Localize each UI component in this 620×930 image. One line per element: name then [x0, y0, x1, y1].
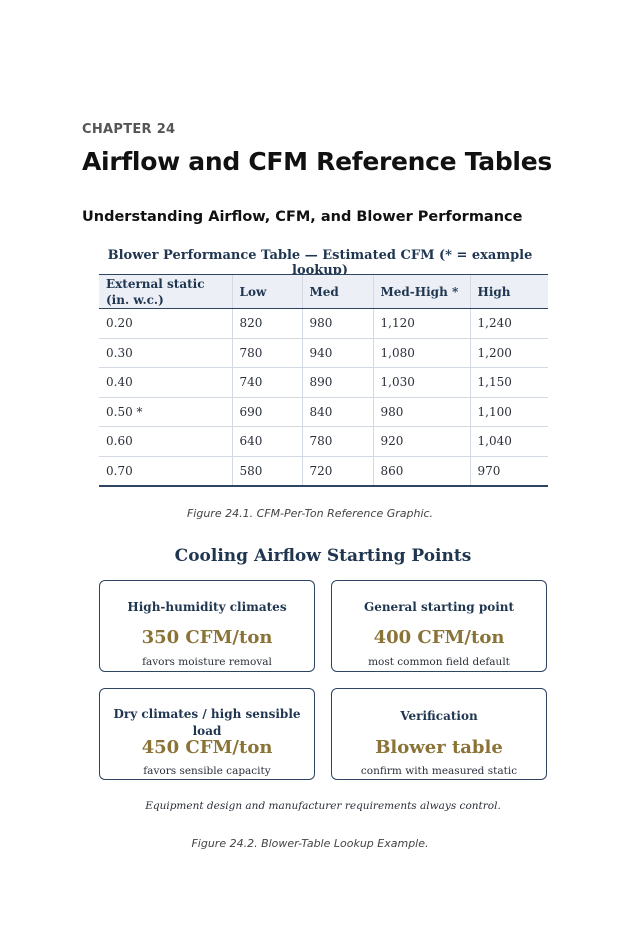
card-title: Verification [400, 709, 478, 723]
table-cell: 1,030 [373, 368, 470, 398]
table-cell: 980 [302, 309, 373, 339]
table-cell: 1,150 [470, 368, 548, 398]
card-value: 400 CFM/ton [373, 627, 505, 648]
card-title: General starting point [363, 600, 515, 614]
table-cell: 940 [302, 338, 373, 368]
table-cell: 720 [302, 456, 373, 486]
card-note: favors moisture removal [142, 656, 272, 668]
table-cell: 0.20 [99, 309, 232, 339]
table-row [99, 309, 548, 339]
column-header: High [470, 275, 548, 309]
table-cell: 1,240 [470, 309, 548, 339]
card-note: most common field default [368, 656, 510, 668]
table-caption: Blower Performance Table — Estimated CFM (* = example lookup) [107, 248, 533, 278]
table-row [99, 338, 548, 368]
table-cell: 640 [232, 427, 302, 457]
table-cell: 0.30 [99, 338, 232, 368]
table-row [99, 427, 548, 457]
card-value: 450 CFM/ton [141, 737, 273, 758]
table-row [99, 368, 548, 398]
table-cell: 780 [232, 338, 302, 368]
table-header-row [99, 275, 548, 309]
table-cell: 0.70 [106, 463, 133, 478]
card-title: Dry climates / high sensible load [113, 707, 301, 738]
airflow-card-verification [331, 688, 547, 780]
table-cell: 740 [232, 368, 302, 398]
chapter-title: Airflow and CFM Reference Tables [82, 147, 552, 176]
table-cell: 920 [373, 427, 470, 457]
card-note: favors sensible capacity [143, 765, 271, 777]
graphic-footnote: Equipment design and manufacturer requirements always control. [145, 800, 501, 812]
figure-caption: Figure 24.2. Blower-Table Lookup Example. [191, 837, 429, 850]
table-cell: 860 [373, 456, 470, 486]
column-header: Low [232, 275, 302, 309]
table-cell: 1,200 [470, 338, 548, 368]
card-value: 350 CFM/ton [141, 627, 273, 648]
table-row [99, 456, 548, 486]
table-cell: 890 [302, 368, 373, 398]
table-cell: 780 [302, 427, 373, 457]
table-cell: 980 [373, 397, 470, 427]
blower-performance-table [99, 274, 548, 487]
column-header: External static (in. w.c.) [99, 275, 232, 309]
chapter-label: CHAPTER 24 [82, 122, 176, 137]
table-cell: 1,080 [373, 338, 470, 368]
figure-caption: Figure 24.1. CFM-Per-Ton Reference Graphic. [186, 507, 434, 520]
table-cell: 1,120 [373, 309, 470, 339]
table-row [99, 397, 548, 427]
graphic-title: Cooling Airflow Starting Points [174, 546, 472, 566]
section-title: Understanding Airflow, CFM, and Blower Performance [82, 209, 523, 225]
card-title: High-humidity climates [127, 600, 287, 614]
table-cell: 690 [232, 397, 302, 427]
airflow-card-general [331, 580, 547, 672]
table-cell: 0.50 * [99, 397, 232, 427]
table-cell: 820 [232, 309, 302, 339]
card-note: confirm with measured static [360, 765, 518, 777]
column-header: Med-High * [373, 275, 470, 309]
table-cell: 0.60 [99, 427, 232, 457]
table-cell: 580 [232, 456, 302, 486]
table-cell: 1,100 [470, 397, 548, 427]
column-header: Med [302, 275, 373, 309]
airflow-card-dry-climates [99, 688, 315, 780]
table-cell: 0.40 [99, 368, 232, 398]
table-cell: 970 [470, 456, 548, 486]
card-value: Blower table [375, 737, 503, 758]
table-cell: 840 [302, 397, 373, 427]
table-cell: 1,040 [470, 427, 548, 457]
airflow-card-high-humidity [99, 580, 315, 672]
